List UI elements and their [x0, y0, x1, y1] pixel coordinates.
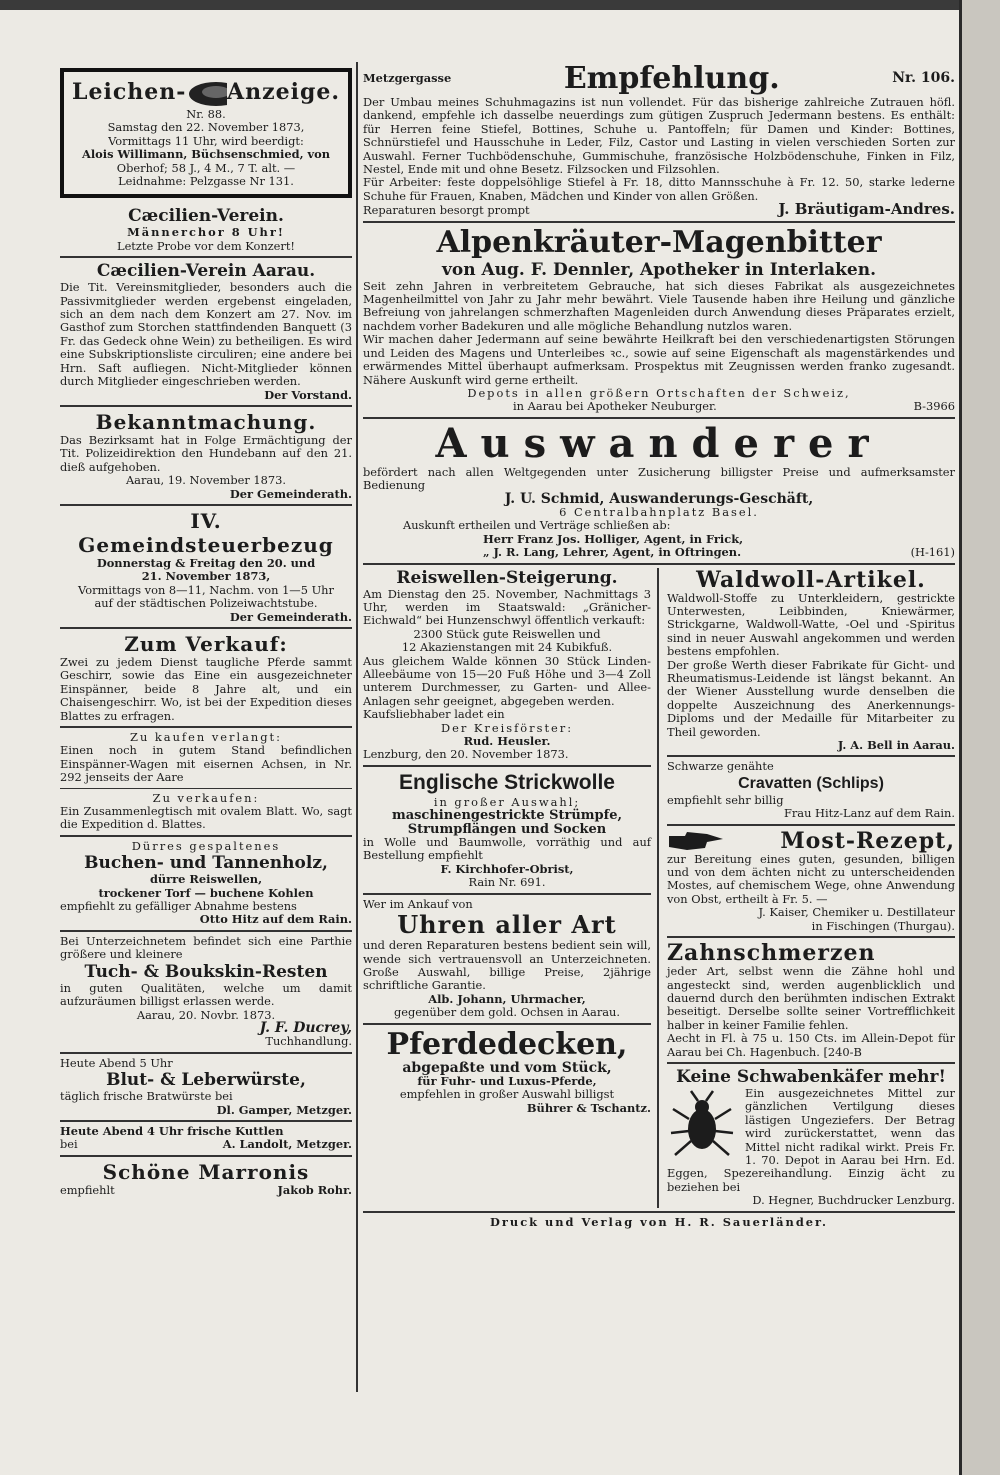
divider	[363, 417, 955, 419]
waldwoll-sign: J. A. Bell in Aarau.	[837, 738, 955, 753]
divider	[363, 765, 651, 767]
divider	[667, 824, 955, 826]
zahn-body: jeder Art, selbst wenn die Zähne hohl und angesteckt sind, werden augenblicklich und dauernd durch den berühmten indischen Extrakt beseitigt. Derselbe sollte seiner Vortrefflichkeit halber in keiner Familie fehlen.	[667, 964, 955, 1032]
death-number: Nr. 88.	[186, 107, 226, 121]
uhren-sign: Alb. Johann, Uhrmacher,	[428, 991, 586, 1006]
reis-date: Lenzburg, den 20. November 1873.	[363, 747, 569, 762]
uhren-intro: Wer im Ankauf von	[363, 896, 473, 911]
tuch-body: in guten Qualitäten, welche um damit aufzuräumen billigst erlassen werde.	[60, 980, 352, 1009]
empfehlung-title: Empfehlung.	[563, 61, 780, 96]
alpen-code: B-3966	[913, 399, 955, 414]
pointing-hand-icon	[667, 830, 725, 852]
reis-line-3: Kaufsliebhaber ladet ein	[363, 707, 505, 722]
divider	[60, 504, 352, 506]
caecilien-title: Cæcilien-Verein.	[128, 206, 284, 227]
auswanderer-body: befördert nach allen Weltgegenden unter Zusicherung billigster Preise und aufmerksamster Bedienung	[363, 464, 955, 493]
blut-title: Blut- & Leberwürste,	[106, 1070, 306, 1091]
pferde-line-2: für Fuhr- und Luxus-Pferde,	[417, 1073, 597, 1088]
auswanderer-firm: J. U. Schmid, Auswanderungs-Geschäft,	[504, 490, 814, 507]
pferde-sign: Bührer & Tschantz.	[526, 1100, 651, 1115]
marronis-sign: Jakob Rohr.	[277, 1182, 352, 1197]
reis-line-1: 2300 Stück gute Reiswellen und	[413, 626, 601, 641]
death-line-4: Leidnahme: Pelzgasse Nr 131.	[118, 174, 294, 189]
caecilien-line-2: Letzte Probe vor dem Konzert!	[117, 238, 295, 253]
reis-line-2: 12 Akazienstangen mit 24 Kubikfuß.	[401, 640, 613, 655]
marronis-title: Schöne Marronis	[102, 1159, 310, 1184]
divider	[60, 256, 352, 258]
zahn-title: Zahnschmerzen	[667, 940, 876, 967]
right-column	[363, 62, 955, 1229]
pferde-line-1: abgepaßte und vom Stück,	[402, 1059, 612, 1076]
reis-line-4: Der Kreisförster:	[440, 720, 574, 735]
verkaufen-title: Zu verkaufen:	[152, 790, 260, 805]
alpen-title: Alpenkräuter-Magenbitter	[436, 224, 882, 260]
cravatten-title: Cravatten (Schlips)	[738, 774, 884, 792]
alpen-depots: Depots in allen größern Ortschaften der Schweiz,	[467, 385, 851, 400]
strick-body: in Wolle und Baumwolle, vorräthig und auf Bestellung empfiehlt	[363, 835, 651, 863]
left-column	[60, 62, 352, 1197]
uhren-addr: gegenüber dem gold. Ochsen in Aarau.	[393, 1005, 621, 1020]
death-date: Samstag den 22. November 1873,	[107, 120, 305, 135]
blutwurst-ad	[60, 1057, 352, 1117]
uhren-title: Uhren aller Art	[397, 910, 617, 940]
pferdedecken-ad	[363, 1028, 651, 1116]
verkauf-body: Zwei zu jedem Dienst taugliche Pferde sammt Geschirr, sowie das Eine ein ausgezeichneter Einspänner, beide 8 Jahre alt, und ein Chaisengeschirr. Wo, ist bei der Expedition dieses Blattes zu erfragen.	[60, 654, 352, 723]
auswanderer-code: (H-161)	[910, 545, 955, 560]
zahn-body-2: Aecht in Fl. à 75 u. 150 Cts. im Allein-Depot für Aarau bei Ch. Hagenbuch. [240-B	[667, 1031, 955, 1059]
death-title-right: Anzeige.	[227, 79, 340, 106]
caecilien-ad-2	[60, 261, 352, 402]
bekannt-title: Bekanntmachung.	[95, 409, 317, 434]
pferde-title: Pferdedecken,	[386, 1026, 628, 1062]
divider	[667, 936, 955, 938]
holz-line-3: dürre Reiswellen,	[149, 872, 263, 887]
blut-line-2: täglich frische Bratwürste bei	[60, 1089, 233, 1104]
most-rezept-ad	[667, 829, 955, 933]
auswanderer-ad	[363, 419, 955, 560]
alpen-body-2: Wir machen daher Jedermann auf seine bewährte Heilkraft bei den verschiedenartigsten Störungen und Leiden des Magens und Unterleibes ꝛc., sowie auf seine Eigenschaft als magenstärkendes und erwärmendes Mittel überhaupt aufmerksam. Prospektus mit Zeugnissen werden franko zugesandt. Nähere Auskunft wird gerne ertheilt.	[363, 332, 955, 387]
most-sign-2: in Fischingen (Thurgau).	[811, 918, 955, 933]
schwaben-body: Ein ausgezeichnetes Mittel zur gänzlichen Vertilgung dieses lästigen Ungeziefers. Der Betrag wird zurückerstattet, wenn das Mittel nicht radikal wirkt. Preis Fr. 1. 70. Depot in Aarau bei Hrn. Ed. Eggen, Spezereihandlung. Einzig ächt zu beziehen bei	[667, 1085, 955, 1194]
most-sign: J. Kaiser, Chemiker u. Destillateur	[758, 905, 955, 920]
strick-sign: F. Kirchhofer-Obrist,	[440, 861, 574, 876]
caecilien-ad-1	[60, 206, 352, 253]
uhren-ad	[363, 898, 651, 1020]
page-edge-line	[959, 0, 962, 1475]
strickwolle-ad	[363, 770, 651, 890]
kaufen-body: Einen noch in gutem Stand befindlichen Einspänner-Wagen mit eisernen Achsen, in Nr. 292 jenseits der Aare	[60, 743, 352, 785]
schwaben-title: Keine Schwabenkäfer mehr!	[676, 1066, 946, 1087]
tuch-intro: Bei Unterzeichnetem befindet sich eine Parthie größere und kleinere	[60, 933, 352, 962]
holz-line-1: Dürres gespaltenes	[131, 838, 281, 853]
strick-line-1: in großer Auswahl;	[433, 794, 581, 809]
kuttlen-line-1: Heute Abend 4 Uhr frische Kuttlen	[60, 1123, 284, 1138]
death-line-1: Vormittags 11 Uhr, wird beerdigt:	[108, 133, 304, 148]
waldwoll-body: Waldwoll-Stoffe zu Unterkleidern, gestrickte Unterwesten, Leibbinden, Kniewärmer, Strickgarne, Waldwoll-Watte, -Oel und -Spiritus sind in neuer Auswahl angekommen und werden bestens empfohlen.	[667, 590, 955, 659]
divider	[363, 221, 955, 223]
bekanntmachung-ad	[60, 410, 352, 501]
divider	[667, 755, 955, 757]
alpenkraeuter-ad	[363, 226, 955, 414]
waldwoll-ad	[667, 568, 955, 753]
divider	[60, 405, 352, 407]
auswanderer-info: Auskunft ertheilen und Verträge schließen ab:	[403, 518, 671, 533]
empfehlung-body-2: Für Arbeiter: feste doppelsöhlige Stiefel à Fr. 18, ditto Mannsschuhe à Fr. 12. 50, starke lederne Schuhe für Frauen, Knaben, Mädchen und Kinder von allen Größen.	[363, 175, 955, 203]
reis-title: Reiswellen-Steigerung.	[396, 567, 618, 588]
kuttlen-sign: A. Landolt, Metzger.	[222, 1137, 352, 1152]
divider	[363, 563, 955, 565]
tuch-sign-2: Tuchhandlung.	[265, 1034, 352, 1049]
kuttlen-bei: bei	[60, 1137, 78, 1152]
reis-sign: Rud. Heusler.	[463, 734, 551, 749]
death-line-2: Alois Willimann, Büchsenschmied, von	[81, 147, 330, 162]
caecilien2-body: Die Tit. Vereinsmitglieder, besonders auch die Passivmitglieder werden ergebenst eingeladen, sich an dem nach dem Konzert am 27. Nov. im Gasthof zum Storchen stattfindenden Banquett (3 Fr. das Gedeck ohne Wein) zu betheiligen. Es wird eine Subskriptionsliste circuliren; eine andere bei Hrn. Saft aufliegen. Nicht-Mitglieder können durch Mitglieder eingeschrieben werden.	[60, 280, 352, 389]
verkaufen-ad	[60, 792, 352, 832]
schwaben-sign: D. Hegner, Buchdrucker Lenzburg.	[752, 1193, 955, 1208]
alpen-body: Seit zehn Jahren in verbreitetem Gebrauche, hat sich dieses Fabrikat als ausgezeichnetes Magenheilmittel von Jahr zu Jahr mehr bewährt. Viele Tausende haben ihre Heilung und gänzliche Befreiung von jahrelangen schmerzhaften Magenleiden durch Anwendung dieses Präparates erzielt, nachdem vorher Badekuren und alle mögliche Behandlung nutzlos waren.	[363, 278, 955, 333]
holz-line-2: Buchen- und Tannenholz,	[84, 853, 328, 874]
bekannt-body: Das Bezirksamt hat in Folge Ermächtigung der Tit. Polizeidirektion den Hundebann auf den 21. dieß aufgehoben.	[60, 432, 352, 474]
blut-line-1: Heute Abend 5 Uhr	[60, 1055, 173, 1070]
marronis-ad	[60, 1160, 352, 1197]
divider	[60, 1155, 352, 1157]
tuch-title: Tuch- & Boukskin-Resten	[84, 961, 328, 982]
strick-title: Englische Strickwolle	[399, 770, 615, 794]
holz-line-5: empfiehlt zu gefälliger Abnahme bestens	[60, 899, 297, 914]
kuttlen-ad	[60, 1125, 352, 1152]
divider	[667, 1062, 955, 1064]
uhren-body: und deren Reparaturen bestens bedient sein will, wende sich vertrauensvoll an Unterzeichneten. Große Auswahl, billige Preise, 2jährige schriftliche Garantie.	[363, 938, 651, 993]
tuch-sign: J. F. Ducrey,	[259, 1019, 352, 1036]
holz-sign: Otto Hitz auf dem Rain.	[199, 912, 352, 927]
empfehlung-repair: Reparaturen besorgt prompt	[363, 203, 530, 218]
auswanderer-agent-2: „ J. R. Lang, Lehrer, Agent, in Oftringen.	[483, 545, 742, 560]
empfehlung-ad	[363, 62, 955, 218]
caecilien-line-1: Männerchor 8 Uhr!	[127, 225, 285, 240]
most-body: zur Bereitung eines guten, gesunden, billigen und von dem ächten nicht zu unterscheidenden Mostes, auf chemischem Wege, ohne Anwendung von Obst, ertheilt à Fr. 5. —	[667, 851, 955, 906]
cravatten-ad	[667, 760, 955, 820]
gemeinde-line-4: auf der städtischen Polizeiwachtstube.	[94, 596, 318, 611]
gemeinde-line-3: Vormittags von 8—11, Nachm. von 1—5 Uhr	[78, 582, 334, 597]
divider	[60, 788, 352, 789]
kaufen-ad	[60, 731, 352, 785]
verkauf-ad	[60, 632, 352, 723]
most-title: Most-Rezept,	[780, 827, 955, 854]
divider	[60, 1052, 352, 1054]
holz-ad	[60, 840, 352, 927]
death-notice	[60, 68, 352, 198]
verkauf-title: Zum Verkauf:	[124, 631, 288, 656]
zahnschmerzen-ad	[667, 941, 955, 1059]
gemeinde-sign: Der Gemeinderath.	[229, 609, 352, 624]
alpen-aarau: in Aarau bei Apotheker Neuburger.	[513, 399, 717, 414]
divider	[60, 726, 352, 728]
kaufen-title: Zu kaufen verlangt:	[130, 730, 282, 744]
pferde-line-3: empfehlen in großer Auswahl billigst	[399, 1087, 615, 1102]
strick-addr: Rain Nr. 691.	[468, 875, 546, 890]
gemeinde-title: IV. Gemeindsteuerbezug	[78, 508, 334, 557]
bekannt-date: Aarau, 19. November 1873.	[125, 473, 287, 488]
verkaufen-body: Ein Zusammenlegtisch mit ovalem Blatt. Wo, sagt die Expedition d. Blattes.	[60, 804, 352, 832]
empfehlung-sign: J. Bräutigam-Andres.	[778, 200, 955, 219]
scan-right-edge	[962, 0, 1000, 1475]
tuch-ad	[60, 935, 352, 1049]
divider	[60, 930, 352, 932]
death-title-left: Leichen-	[72, 79, 187, 106]
bekannt-sign: Der Gemeinderath.	[229, 486, 352, 501]
auswanderer-agent-1: Herr Franz Jos. Holliger, Agent, in Frick,	[483, 531, 744, 546]
cravatten-line-1: Schwarze genähte	[667, 759, 774, 774]
empfehlung-body: Der Umbau meines Schuhmagazins ist nun vollendet. Für das bisherige zahlreiche Zutrauen höfl. dankend, empfehle ich dasselbe neuerdings zum gütigen Zuspruch Jedermann bestens. Es enthält: für Herren feine Stiefel, Bottines, Schuhe u. Pantoffeln; für Damen und Kinder: Bottines, Schnürstiefel und Hausschuhe in Leder, Filz, Castor und Lasting in vielen verschieden Sorten zur Auswahl. Ferner Tuchbödenschuhe, Gummischuhe, französische Holzbödenschuhe, Finken in Filz, Nestel, Ende mit und ohne Besetz. Filzsocken und Filzsohlen.	[363, 95, 955, 177]
marronis-left: empfiehlt	[60, 1182, 115, 1197]
divider	[363, 893, 651, 895]
tuch-date: Aarau, 20. Novbr. 1873.	[136, 1007, 276, 1022]
sub-column-right	[659, 568, 955, 1208]
reis-body-2: Aus gleichem Walde können 30 Stück Linden-Alleebäume von 15—20 Fuß Höhe und 3—4 Zoll unterem Durchmesser, zu Garten- und Allee-Anlagen sehr geeignet, abgegeben werden.	[363, 653, 651, 708]
two-column-section	[363, 568, 955, 1208]
gemeinde-line-1: Donnerstag & Freitag den 20. und	[96, 555, 316, 570]
cravatten-line-2: empfiehlt sehr billig	[667, 792, 784, 807]
caecilien2-title: Cæcilien-Verein Aarau.	[96, 261, 316, 282]
divider	[60, 835, 352, 837]
alpen-sub: von Aug. F. Dennler, Apotheker in Interlaken.	[441, 259, 876, 280]
divider	[363, 1211, 955, 1213]
waldwoll-title: Waldwoll-Artikel.	[696, 566, 926, 593]
reiswellen-ad	[363, 568, 651, 762]
waldwoll-body-2: Der große Werth dieser Fabrikate für Gicht- und Rheumatismus-Leidende ist längst bekannt. An der Wiener Ausstellung wurde denselben die doppelte Auszeichnung des Anerkennungs-Diploms und der Medaille für Mitarbeiter zu Theil geworden.	[667, 657, 955, 739]
scan-top-border	[0, 0, 1000, 10]
imprint-footer: Druck und Verlag von H. R. Sauerländer.	[490, 1214, 828, 1229]
auswanderer-title: Auswanderer	[435, 419, 883, 467]
column-divider	[356, 62, 358, 1392]
gemeindsteuer-ad	[60, 509, 352, 624]
gemeinde-line-2: 21. November 1873,	[141, 569, 271, 584]
empfehlung-left: Metzgergasse	[363, 71, 452, 86]
cravatten-sign: Frau Hitz-Lanz auf dem Rain.	[783, 806, 955, 821]
strick-line-2: maschinengestrickte Strümpfe, Strumpflängen und Socken	[391, 808, 623, 837]
holz-line-4: trockener Torf — buchene Kohlen	[98, 885, 314, 900]
empfehlung-num: Nr. 106.	[892, 70, 955, 87]
divider	[60, 1120, 352, 1122]
wreath-icon	[186, 78, 227, 108]
divider	[60, 627, 352, 629]
beetle-icon	[667, 1089, 737, 1159]
caecilien2-sign: Der Vorstand.	[264, 387, 352, 402]
schwabenkaefer-ad	[667, 1067, 955, 1208]
auswanderer-addr: 6 Centralbahnplatz Basel.	[559, 504, 759, 519]
blut-sign: Dl. Gamper, Metzger.	[216, 1102, 352, 1117]
sub-column-left	[363, 568, 659, 1208]
death-line-3: Oberhof; 58 J., 4 M., 7 T. alt. —	[116, 160, 296, 175]
reis-body: Am Dienstag den 25. November, Nachmittags 3 Uhr, werden im Staatswald: „Gränicher-Eichwald“ bei Hunzenschwyl öffentlich verkauft:	[363, 586, 651, 628]
divider	[363, 1023, 651, 1025]
